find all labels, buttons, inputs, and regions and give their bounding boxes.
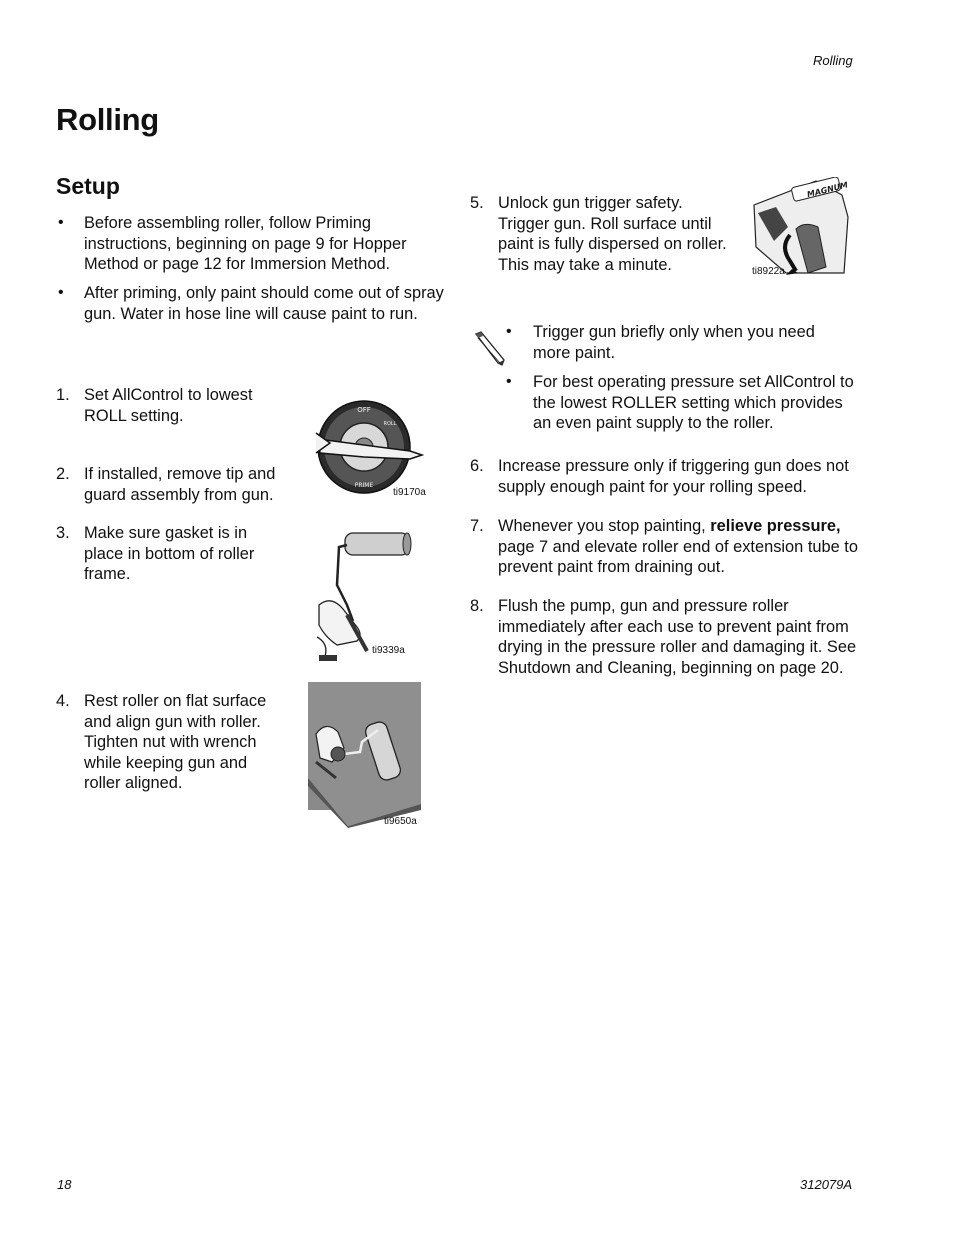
- bullet-dot-icon: •: [506, 323, 512, 340]
- roller-in-hand-figure: [317, 525, 417, 661]
- step-number: 2.: [56, 465, 70, 483]
- section-heading-setup: Setup: [56, 173, 120, 199]
- step-number: 4.: [56, 692, 70, 710]
- document-number: 312079A: [800, 1177, 853, 1192]
- step-text: Set AllControl to lowest ROLL setting.: [84, 386, 253, 425]
- spray-gun-figure: [746, 177, 850, 279]
- pencil-icon: [472, 330, 506, 366]
- roller-hand-illustration: [317, 525, 417, 661]
- bullet-dot-icon: •: [58, 284, 64, 301]
- step-number: 1.: [56, 386, 70, 404]
- step-text: If installed, remove tip and guard assembly from gun.: [84, 465, 276, 504]
- step-text: Unlock gun trigger safety. Trigger gun. Roll surface until paint is fully dispersed on roller. This may take a minute.: [498, 194, 727, 274]
- spray-gun-illustration: [746, 177, 850, 279]
- step-number: 6.: [470, 457, 484, 475]
- step-text: Increase pressure only if triggering gun does not supply enough paint for your rolling speed.: [498, 457, 849, 496]
- relieve-pressure-emphasis: relieve pressure,: [710, 517, 841, 535]
- list-item: Trigger gun briefly only when you need more paint.: [533, 323, 815, 362]
- list-item: Before assembling roller, follow Priming instructions, beginning on page 9 for Hopper Method or page 12 for Immersion Method.: [84, 214, 407, 273]
- step-text: Make sure gasket is in place in bottom of roller frame.: [84, 524, 255, 583]
- running-header: Rolling: [813, 53, 853, 68]
- dial-label-prime: PRIME: [354, 482, 374, 489]
- bullet-dot-icon: •: [58, 214, 64, 231]
- step-number: 7.: [470, 517, 484, 535]
- allcontrol-dial-figure: [310, 395, 435, 505]
- dial-label-roll: ROLL: [383, 421, 397, 427]
- step-number: 8.: [470, 597, 484, 615]
- figure-caption: ti8922a: [752, 266, 785, 277]
- step-text-part: page 7 and elevate roller end of extension tube to prevent paint from draining out.: [498, 537, 858, 576]
- figure-caption: ti9170a: [393, 487, 426, 498]
- step-text-part: Whenever you stop painting,: [498, 517, 711, 535]
- figure-caption: ti9650a: [384, 816, 417, 827]
- page-number: 18: [57, 1177, 72, 1192]
- list-item: For best operating pressure set AllControl to the lowest ROLLER setting which provides an even paint supply to the roller.: [533, 373, 854, 432]
- figure-caption: ti9339a: [372, 645, 405, 656]
- roller-flat-surface-figure: [308, 682, 421, 828]
- step-number: 5.: [470, 194, 484, 212]
- roller-flat-illustration: [308, 682, 421, 828]
- page-title: Rolling: [56, 102, 159, 137]
- step-number: 3.: [56, 524, 70, 542]
- bullet-dot-icon: •: [506, 373, 512, 390]
- dial-label-off: OFF: [357, 406, 371, 414]
- step-text: [498, 516, 858, 578]
- list-item: After priming, only paint should come out of spray gun. Water in hose line will cause paint to run.: [84, 284, 444, 323]
- step-text: Flush the pump, gun and pressure roller immediately after each use to prevent paint from drying in the pressure roller and damaging it. See Shutdown and Cleaning, beginning on page 20.: [498, 597, 857, 677]
- gun-brand-label: MAGNUM: [806, 180, 849, 200]
- step-text: Rest roller on flat surface and align gun with roller. Tighten nut with wrench while keeping gun and roller aligned.: [84, 692, 267, 792]
